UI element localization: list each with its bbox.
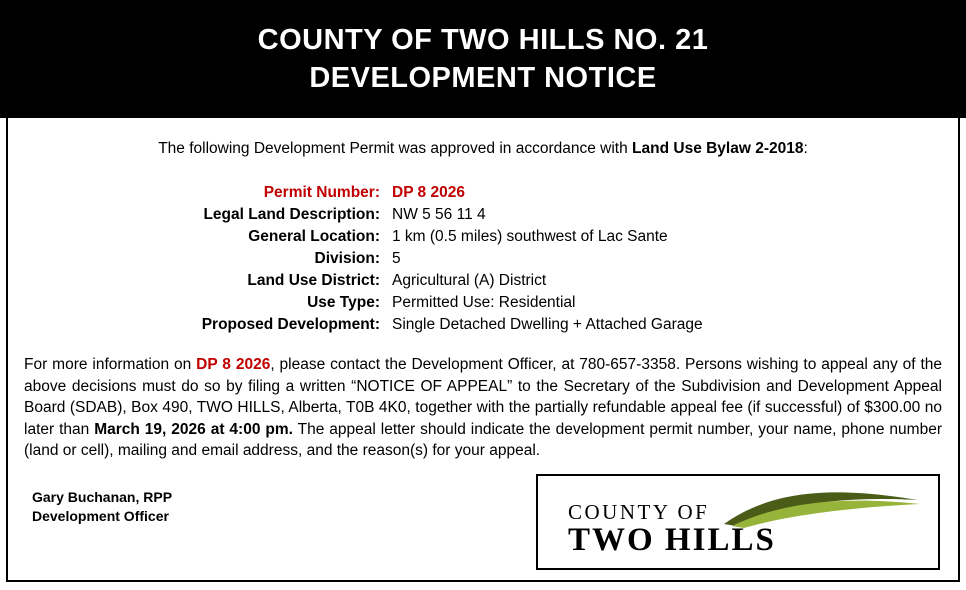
officer-title: Development Officer: [32, 508, 169, 524]
detail-value-use-type: Permitted Use: Residential: [392, 294, 576, 311]
detail-value-division: 5: [392, 250, 401, 267]
intro-suffix: :: [803, 140, 808, 157]
detail-value-land-use-district: Agricultural (A) District: [392, 272, 547, 289]
appeal-deadline: March 19, 2026 at 4:00 pm.: [94, 420, 293, 438]
detail-value-legal-land-description: NW 5 56 11 4: [392, 206, 486, 223]
notice-body: [8, 120, 958, 580]
header-title-line1: COUNTY OF TWO HILLS NO. 21: [257, 24, 709, 56]
detail-label-land-use-district: Land Use District:: [247, 272, 380, 289]
appeal-permit-number: DP 8 2026: [196, 356, 271, 373]
permit-details-table: [24, 184, 942, 334]
intro-prefix: The following Development Permit was approved in accordance with: [158, 140, 633, 157]
logo-county-text: COUNTY OF: [568, 500, 710, 524]
appeal-text-part1: For more information on: [24, 356, 197, 373]
logo-twohills-text: TWO HILLS: [568, 522, 776, 558]
detail-label-permit-number: Permit Number:: [263, 184, 380, 201]
intro-paragraph: [24, 140, 942, 158]
detail-value-permit-number: DP 8 2026: [392, 184, 465, 201]
county-logo: [536, 474, 940, 570]
header-title-line2: DEVELOPMENT NOTICE: [309, 62, 657, 94]
detail-label-legal-land-description: Legal Land Description:: [203, 206, 380, 223]
detail-value-general-location: 1 km (0.5 miles) southwest of Lac Sante: [392, 228, 668, 245]
officer-name: Gary Buchanan, RPP: [32, 489, 173, 505]
appeal-text-part2: , please contact the Development Officer, at 780-657-3358. Persons wishing to appeal any of the above decisions must do so by filing a written “NOTICE OF APPEAL” to the Secretary of the Subdivision and Development Appeal Board (SDAB), Box 490, TWO HILLS, Alberta, T0B 4K0, together with the partially refundable appeal fee (if successful) of $300.00 no later than: [24, 356, 943, 438]
appeal-paragraph: [24, 354, 942, 462]
appeal-text-part3: The appeal letter should indicate the development permit number, your name, phone number (land or cell), mailing and email address, and the reason(s) for your appeal.: [24, 420, 942, 459]
detail-label-general-location: General Location:: [248, 228, 380, 245]
detail-label-proposed-development: Proposed Development:: [201, 316, 380, 333]
detail-label-division: Division:: [314, 250, 380, 267]
signature-block: [32, 488, 172, 526]
detail-label-use-type: Use Type:: [307, 294, 380, 311]
intro-bylaw: Land Use Bylaw 2-2018: [632, 140, 804, 157]
detail-value-proposed-development: Single Detached Dwelling + Attached Garage: [392, 316, 703, 333]
